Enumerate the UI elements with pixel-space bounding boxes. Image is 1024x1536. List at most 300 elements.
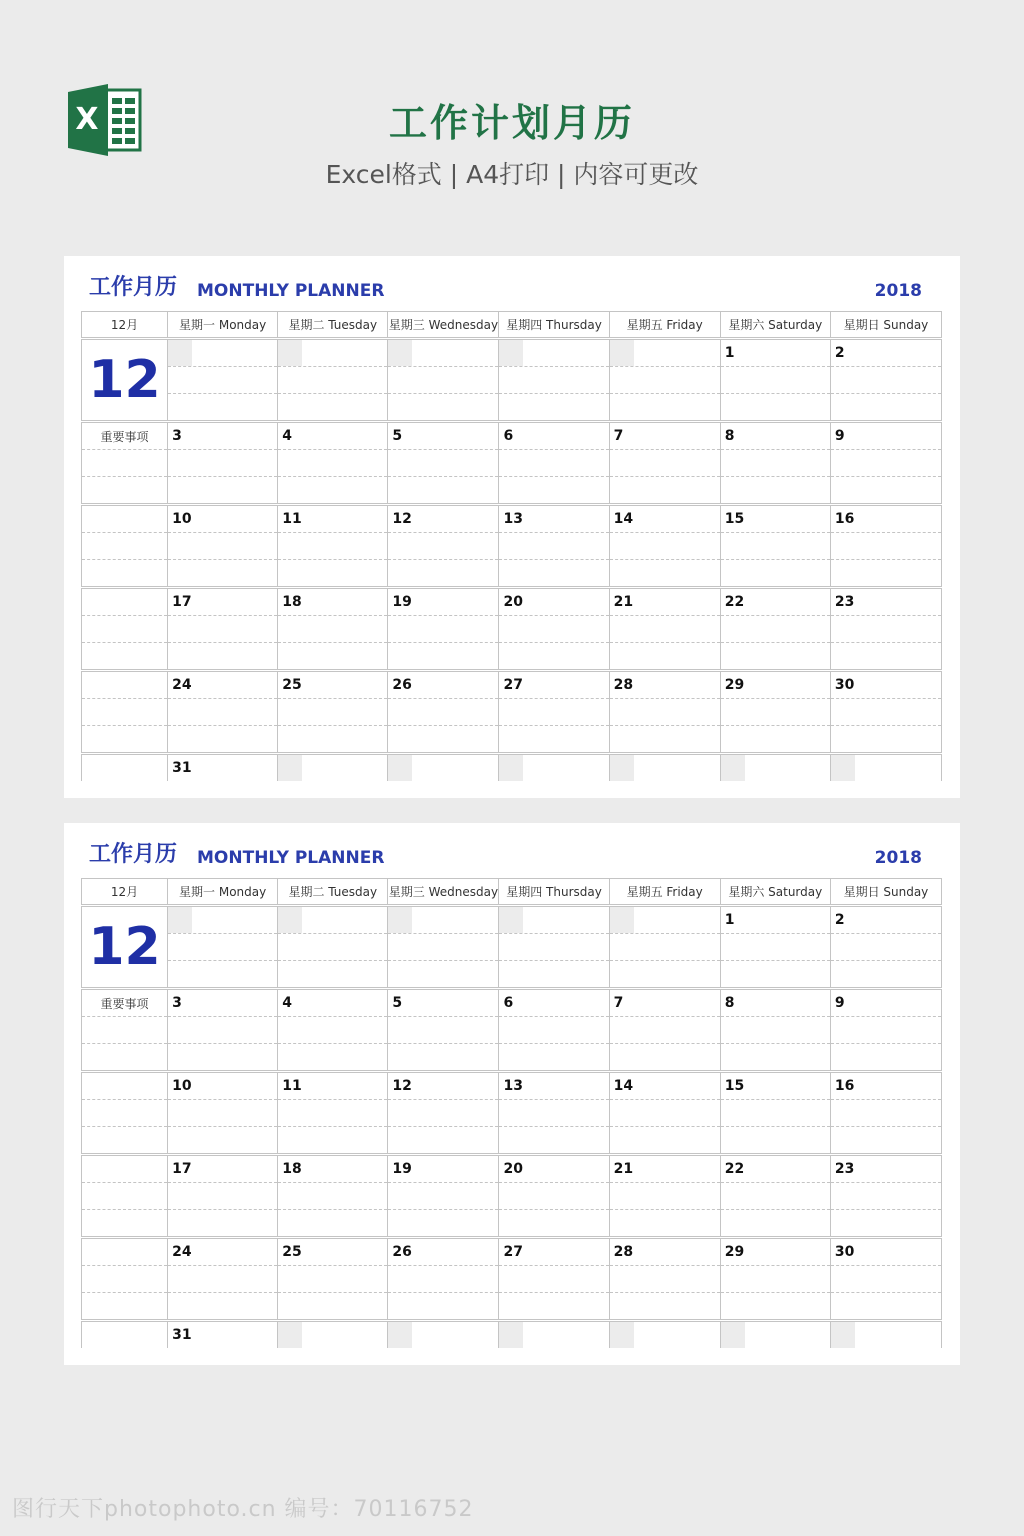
day-cell[interactable] xyxy=(388,422,499,450)
day-cell[interactable] xyxy=(830,1210,941,1238)
day-cell[interactable] xyxy=(830,906,941,934)
day-cell[interactable] xyxy=(499,394,609,422)
day-cell[interactable] xyxy=(830,616,941,643)
notes-cell[interactable] xyxy=(82,1017,168,1044)
day-cell[interactable] xyxy=(499,1238,609,1266)
day-cell[interactable] xyxy=(609,560,720,588)
day-cell[interactable] xyxy=(499,1321,609,1349)
week-row xyxy=(82,1238,942,1266)
day-cell[interactable] xyxy=(499,643,609,671)
day-cell[interactable] xyxy=(278,339,388,367)
day-cell[interactable] xyxy=(609,726,720,754)
day-number: 30 xyxy=(834,677,855,693)
day-cell[interactable] xyxy=(609,1293,720,1321)
day-cell[interactable] xyxy=(720,754,830,782)
day-cell[interactable] xyxy=(278,754,388,782)
day-cell[interactable] xyxy=(499,588,609,616)
day-cell[interactable] xyxy=(168,989,278,1017)
day-cell[interactable] xyxy=(388,1210,499,1238)
day-number: 6 xyxy=(503,995,514,1011)
day-cell[interactable] xyxy=(278,1266,388,1293)
day-cell[interactable] xyxy=(609,533,720,560)
notes-cell[interactable] xyxy=(82,1210,168,1238)
day-cell[interactable] xyxy=(168,1155,278,1183)
day-cell[interactable] xyxy=(168,394,278,422)
day-cell[interactable] xyxy=(388,671,499,699)
day-cell[interactable] xyxy=(388,1266,499,1293)
day-cell[interactable] xyxy=(499,505,609,533)
week-row xyxy=(82,588,942,616)
day-number: 31 xyxy=(172,1327,192,1343)
day-cell[interactable] xyxy=(720,422,830,450)
day-number: 22 xyxy=(724,1161,745,1177)
day-cell[interactable] xyxy=(720,477,830,505)
day-cell[interactable] xyxy=(830,422,941,450)
day-cell[interactable] xyxy=(499,422,609,450)
notes-cell[interactable] xyxy=(82,643,168,671)
day-cell[interactable] xyxy=(278,1210,388,1238)
day-cell[interactable] xyxy=(830,934,941,961)
day-cell[interactable] xyxy=(168,906,278,934)
planner-title-en: MONTHLY PLANNER xyxy=(197,281,385,301)
day-cell[interactable] xyxy=(499,533,609,560)
day-cell[interactable] xyxy=(388,616,499,643)
day-cell[interactable] xyxy=(830,754,941,782)
day-cell[interactable] xyxy=(720,339,830,367)
day-cell[interactable] xyxy=(168,726,278,754)
day-cell[interactable] xyxy=(388,934,499,961)
empty-day-box xyxy=(278,755,302,781)
day-cell[interactable] xyxy=(830,1127,941,1155)
day-cell[interactable] xyxy=(609,699,720,726)
day-cell[interactable] xyxy=(609,1183,720,1210)
day-number: 16 xyxy=(834,1078,855,1094)
day-cell[interactable] xyxy=(168,1183,278,1210)
day-cell[interactable] xyxy=(278,560,388,588)
notes-cell[interactable] xyxy=(82,1072,168,1100)
day-cell[interactable] xyxy=(830,560,941,588)
day-cell[interactable] xyxy=(388,1183,499,1210)
notes-cell[interactable] xyxy=(82,754,168,782)
month-label: 12月 xyxy=(82,312,168,339)
day-cell[interactable] xyxy=(830,1293,941,1321)
day-number: 27 xyxy=(503,1244,523,1260)
day-cell[interactable] xyxy=(720,1293,830,1321)
day-cell[interactable] xyxy=(720,961,830,989)
day-cell[interactable] xyxy=(720,1017,830,1044)
day-cell[interactable] xyxy=(720,906,830,934)
day-cell[interactable] xyxy=(168,961,278,989)
day-cell[interactable] xyxy=(830,1183,941,1210)
day-cell[interactable] xyxy=(168,1238,278,1266)
day-cell[interactable] xyxy=(278,1100,388,1127)
notes-cell[interactable] xyxy=(82,1321,168,1349)
day-cell[interactable] xyxy=(830,1238,941,1266)
day-cell[interactable] xyxy=(278,1183,388,1210)
day-number: 2 xyxy=(834,345,845,361)
weekday-header: 星期五 Friday xyxy=(609,312,720,339)
day-cell[interactable] xyxy=(720,934,830,961)
empty-day-box xyxy=(610,1322,634,1348)
day-cell[interactable] xyxy=(830,1044,941,1072)
day-cell[interactable] xyxy=(388,367,499,394)
day-cell[interactable] xyxy=(830,699,941,726)
day-cell[interactable] xyxy=(830,1100,941,1127)
day-cell[interactable] xyxy=(609,616,720,643)
day-number: 9 xyxy=(834,428,845,444)
notes-cell[interactable] xyxy=(82,1293,168,1321)
day-cell[interactable] xyxy=(499,560,609,588)
day-cell[interactable] xyxy=(720,643,830,671)
day-cell[interactable] xyxy=(388,533,499,560)
day-cell[interactable] xyxy=(278,961,388,989)
day-cell[interactable] xyxy=(609,1266,720,1293)
day-cell[interactable] xyxy=(499,754,609,782)
day-cell[interactable] xyxy=(168,339,278,367)
notes-cell[interactable] xyxy=(82,533,168,560)
day-cell[interactable] xyxy=(278,422,388,450)
day-cell[interactable] xyxy=(830,961,941,989)
week-row xyxy=(82,505,942,533)
day-cell[interactable] xyxy=(388,339,499,367)
day-cell[interactable] xyxy=(278,643,388,671)
day-cell[interactable] xyxy=(609,671,720,699)
day-cell[interactable] xyxy=(388,643,499,671)
day-cell[interactable] xyxy=(609,643,720,671)
day-cell[interactable] xyxy=(720,1044,830,1072)
day-cell[interactable] xyxy=(499,934,609,961)
day-cell[interactable] xyxy=(720,616,830,643)
day-cell[interactable] xyxy=(720,560,830,588)
day-cell[interactable] xyxy=(388,477,499,505)
empty-day-box xyxy=(388,755,412,781)
week-row xyxy=(82,367,942,394)
day-cell[interactable] xyxy=(168,588,278,616)
day-cell[interactable] xyxy=(720,1210,830,1238)
day-cell[interactable] xyxy=(388,394,499,422)
day-cell[interactable] xyxy=(609,505,720,533)
day-cell[interactable] xyxy=(499,339,609,367)
day-cell[interactable] xyxy=(720,1183,830,1210)
day-cell[interactable] xyxy=(499,961,609,989)
day-cell[interactable] xyxy=(499,616,609,643)
day-cell[interactable] xyxy=(168,450,278,477)
day-cell[interactable] xyxy=(499,1183,609,1210)
day-cell[interactable] xyxy=(720,699,830,726)
day-cell[interactable] xyxy=(499,1100,609,1127)
day-cell[interactable] xyxy=(168,477,278,505)
day-cell[interactable] xyxy=(278,699,388,726)
day-cell[interactable] xyxy=(609,422,720,450)
watermark: 图行天下photophoto.cn 编号：70116752 xyxy=(12,1497,474,1522)
day-cell[interactable] xyxy=(278,533,388,560)
day-cell[interactable] xyxy=(388,560,499,588)
day-cell[interactable] xyxy=(278,1155,388,1183)
day-cell[interactable] xyxy=(609,588,720,616)
weekday-header: 星期日 Sunday xyxy=(830,879,941,906)
day-cell[interactable] xyxy=(830,477,941,505)
day-cell[interactable] xyxy=(168,1072,278,1100)
day-cell[interactable] xyxy=(278,1017,388,1044)
empty-day-box xyxy=(499,340,523,366)
day-cell[interactable] xyxy=(609,450,720,477)
day-cell[interactable] xyxy=(168,560,278,588)
day-number: 7 xyxy=(613,428,624,444)
day-cell[interactable] xyxy=(168,1293,278,1321)
day-cell[interactable] xyxy=(499,477,609,505)
day-cell[interactable] xyxy=(830,394,941,422)
day-cell[interactable] xyxy=(278,588,388,616)
day-cell[interactable] xyxy=(278,906,388,934)
day-cell[interactable] xyxy=(830,989,941,1017)
day-cell[interactable] xyxy=(168,754,278,782)
notes-cell[interactable] xyxy=(82,1100,168,1127)
day-cell[interactable] xyxy=(168,699,278,726)
day-cell[interactable] xyxy=(609,906,720,934)
day-cell[interactable] xyxy=(830,643,941,671)
day-cell[interactable] xyxy=(278,989,388,1017)
day-cell[interactable] xyxy=(278,1127,388,1155)
day-cell[interactable] xyxy=(830,1017,941,1044)
day-cell[interactable] xyxy=(830,505,941,533)
week-row xyxy=(82,1293,942,1321)
day-cell[interactable] xyxy=(720,1155,830,1183)
day-number: 1 xyxy=(724,345,735,361)
day-cell[interactable] xyxy=(278,394,388,422)
day-cell[interactable] xyxy=(499,1210,609,1238)
day-cell[interactable] xyxy=(388,450,499,477)
day-cell[interactable] xyxy=(830,533,941,560)
notes-cell[interactable] xyxy=(82,588,168,616)
day-cell[interactable] xyxy=(168,1321,278,1349)
day-cell[interactable] xyxy=(168,367,278,394)
day-cell[interactable] xyxy=(388,1127,499,1155)
day-cell[interactable] xyxy=(499,906,609,934)
day-cell[interactable] xyxy=(168,1017,278,1044)
notes-cell[interactable] xyxy=(82,505,168,533)
week-row xyxy=(82,1044,942,1072)
day-cell[interactable] xyxy=(830,339,941,367)
day-cell[interactable] xyxy=(168,422,278,450)
day-cell[interactable] xyxy=(609,961,720,989)
day-number: 18 xyxy=(282,1161,302,1177)
day-cell[interactable] xyxy=(388,1044,499,1072)
day-cell[interactable] xyxy=(720,505,830,533)
day-cell[interactable] xyxy=(278,671,388,699)
day-number: 14 xyxy=(613,1078,634,1094)
day-cell[interactable] xyxy=(720,726,830,754)
day-cell[interactable] xyxy=(278,505,388,533)
day-cell[interactable] xyxy=(609,1017,720,1044)
day-cell[interactable] xyxy=(830,367,941,394)
day-cell[interactable] xyxy=(278,1321,388,1349)
week-row xyxy=(82,477,942,505)
day-cell[interactable] xyxy=(168,671,278,699)
day-cell[interactable] xyxy=(720,671,830,699)
day-cell[interactable] xyxy=(388,588,499,616)
week-row xyxy=(82,1183,942,1210)
day-cell[interactable] xyxy=(830,1072,941,1100)
day-cell[interactable] xyxy=(388,1293,499,1321)
day-cell[interactable] xyxy=(499,1293,609,1321)
day-cell[interactable] xyxy=(720,450,830,477)
day-cell[interactable] xyxy=(388,1155,499,1183)
day-cell[interactable] xyxy=(830,450,941,477)
day-cell[interactable] xyxy=(720,588,830,616)
day-cell[interactable] xyxy=(720,989,830,1017)
day-cell[interactable] xyxy=(609,477,720,505)
day-number: 20 xyxy=(503,594,523,610)
week-row xyxy=(82,422,942,450)
day-cell[interactable] xyxy=(499,1017,609,1044)
day-number: 19 xyxy=(392,594,412,610)
day-cell[interactable] xyxy=(499,450,609,477)
notes-cell[interactable] xyxy=(82,477,168,505)
empty-day-box xyxy=(388,907,412,933)
day-cell[interactable] xyxy=(168,643,278,671)
empty-day-box xyxy=(831,755,855,781)
notes-cell[interactable] xyxy=(82,1155,168,1183)
day-cell[interactable] xyxy=(499,1155,609,1183)
day-cell[interactable] xyxy=(830,671,941,699)
day-cell[interactable] xyxy=(609,394,720,422)
day-cell[interactable] xyxy=(609,1072,720,1100)
notes-cell[interactable] xyxy=(82,1183,168,1210)
empty-day-box xyxy=(610,755,634,781)
day-cell[interactable] xyxy=(720,1072,830,1100)
day-cell[interactable] xyxy=(830,726,941,754)
day-cell[interactable] xyxy=(609,1238,720,1266)
day-cell[interactable] xyxy=(278,1044,388,1072)
day-cell[interactable] xyxy=(609,989,720,1017)
day-cell[interactable] xyxy=(388,726,499,754)
notes-cell[interactable] xyxy=(82,1238,168,1266)
day-cell[interactable] xyxy=(609,934,720,961)
day-number: 1 xyxy=(724,912,735,928)
day-cell[interactable] xyxy=(720,394,830,422)
day-cell[interactable] xyxy=(388,961,499,989)
page-subtitle: Excel格式 | A4打印 | 内容可更改 xyxy=(325,160,699,189)
day-cell[interactable] xyxy=(278,1072,388,1100)
day-cell[interactable] xyxy=(609,1100,720,1127)
notes-cell[interactable] xyxy=(82,726,168,754)
day-cell[interactable] xyxy=(168,1100,278,1127)
day-number: 30 xyxy=(834,1244,855,1260)
day-cell[interactable] xyxy=(168,1127,278,1155)
day-number: 3 xyxy=(172,995,182,1011)
notes-cell[interactable] xyxy=(82,1266,168,1293)
day-cell[interactable] xyxy=(830,1266,941,1293)
notes-cell[interactable] xyxy=(82,699,168,726)
day-cell[interactable] xyxy=(609,1155,720,1183)
day-cell[interactable] xyxy=(609,367,720,394)
day-number: 23 xyxy=(834,1161,855,1177)
day-cell[interactable] xyxy=(168,533,278,560)
day-cell[interactable] xyxy=(388,1072,499,1100)
day-cell[interactable] xyxy=(388,754,499,782)
planner-title-cn: 工作月历 xyxy=(89,275,178,300)
day-cell[interactable] xyxy=(499,1266,609,1293)
month-label: 12月 xyxy=(82,879,168,906)
planner-title-en: MONTHLY PLANNER xyxy=(197,848,385,868)
day-cell[interactable] xyxy=(720,1127,830,1155)
day-number: 7 xyxy=(613,995,624,1011)
day-number: 11 xyxy=(282,511,302,527)
day-cell[interactable] xyxy=(499,1127,609,1155)
planner-card xyxy=(64,823,960,1365)
day-cell[interactable] xyxy=(278,450,388,477)
day-cell[interactable] xyxy=(609,1044,720,1072)
day-cell[interactable] xyxy=(830,1321,941,1349)
empty-day-box xyxy=(278,1322,302,1348)
day-cell[interactable] xyxy=(609,1127,720,1155)
day-cell[interactable] xyxy=(388,906,499,934)
day-cell[interactable] xyxy=(388,1100,499,1127)
day-cell[interactable] xyxy=(720,533,830,560)
day-cell[interactable] xyxy=(720,367,830,394)
day-cell[interactable] xyxy=(609,339,720,367)
day-cell[interactable] xyxy=(168,934,278,961)
notes-cell[interactable] xyxy=(82,616,168,643)
day-number: 18 xyxy=(282,594,302,610)
day-cell[interactable] xyxy=(278,1238,388,1266)
day-cell[interactable] xyxy=(499,1072,609,1100)
day-cell[interactable] xyxy=(168,1210,278,1238)
day-cell[interactable] xyxy=(499,671,609,699)
weekday-header: 星期三 Wednesday xyxy=(388,312,499,339)
day-cell[interactable] xyxy=(830,1155,941,1183)
day-cell[interactable] xyxy=(278,726,388,754)
day-cell[interactable] xyxy=(388,1017,499,1044)
day-cell[interactable] xyxy=(278,477,388,505)
day-cell[interactable] xyxy=(720,1321,830,1349)
day-cell[interactable] xyxy=(388,1238,499,1266)
day-cell[interactable] xyxy=(168,616,278,643)
notes-cell[interactable] xyxy=(82,1044,168,1072)
day-cell[interactable] xyxy=(278,367,388,394)
day-cell[interactable] xyxy=(168,1266,278,1293)
day-cell[interactable] xyxy=(168,1044,278,1072)
day-cell[interactable] xyxy=(499,1044,609,1072)
day-cell[interactable] xyxy=(278,1293,388,1321)
day-cell[interactable] xyxy=(168,505,278,533)
day-cell[interactable] xyxy=(609,1210,720,1238)
day-number: 10 xyxy=(172,1078,192,1094)
day-number: 24 xyxy=(172,1244,192,1260)
day-cell[interactable] xyxy=(499,699,609,726)
day-cell[interactable] xyxy=(388,699,499,726)
day-cell[interactable] xyxy=(278,934,388,961)
day-cell[interactable] xyxy=(499,367,609,394)
day-cell[interactable] xyxy=(388,505,499,533)
day-cell[interactable] xyxy=(388,1321,499,1349)
day-number: 17 xyxy=(172,594,192,610)
day-cell[interactable] xyxy=(278,616,388,643)
day-cell[interactable] xyxy=(830,588,941,616)
day-cell[interactable] xyxy=(388,989,499,1017)
day-cell[interactable] xyxy=(720,1100,830,1127)
notes-cell[interactable] xyxy=(82,560,168,588)
day-cell[interactable] xyxy=(720,1266,830,1293)
notes-cell[interactable] xyxy=(82,450,168,477)
day-cell[interactable] xyxy=(609,1321,720,1349)
day-cell[interactable] xyxy=(609,754,720,782)
notes-cell[interactable] xyxy=(82,671,168,699)
day-cell[interactable] xyxy=(720,1238,830,1266)
day-cell[interactable] xyxy=(499,726,609,754)
notes-cell[interactable] xyxy=(82,1127,168,1155)
day-cell[interactable] xyxy=(499,989,609,1017)
